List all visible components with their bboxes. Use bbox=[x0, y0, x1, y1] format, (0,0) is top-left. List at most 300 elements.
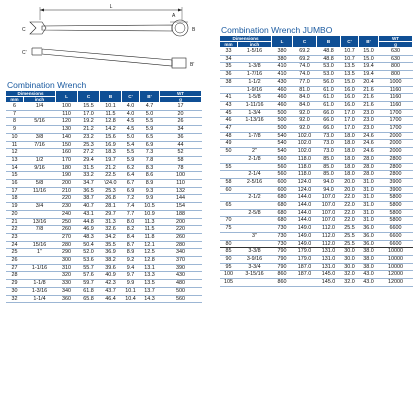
table-cell: 107.0 bbox=[317, 217, 341, 225]
table-cell: 16.0 bbox=[341, 101, 359, 109]
table-cell: 31.3 bbox=[100, 218, 122, 226]
table-cell: 25.5 bbox=[341, 225, 359, 233]
table-cell: 22.0 bbox=[341, 202, 359, 210]
table-cell: 35.5 bbox=[100, 241, 122, 249]
table-row bbox=[220, 86, 413, 94]
table-cell: 14.2 bbox=[100, 126, 122, 134]
table-cell: 73.0 bbox=[317, 148, 341, 156]
table-cell: 36 bbox=[220, 71, 238, 79]
table-cell bbox=[24, 272, 56, 280]
table-cell: 30 bbox=[6, 287, 24, 295]
table-row bbox=[220, 271, 413, 279]
table-cell bbox=[220, 171, 238, 179]
label-B: B bbox=[192, 27, 196, 33]
table-cell: 410 bbox=[272, 63, 293, 71]
table-cell: 860 bbox=[272, 279, 293, 287]
label-C: C bbox=[22, 27, 26, 33]
table-cell: 25.5 bbox=[341, 240, 359, 248]
table-row bbox=[220, 178, 413, 186]
table-cell: 8.7 bbox=[122, 241, 140, 249]
table-cell: 7.8 bbox=[140, 156, 160, 164]
table-cell: 9 bbox=[6, 126, 24, 134]
table-cell: 32 bbox=[6, 295, 24, 303]
table-cell: 18.0 bbox=[341, 171, 359, 179]
table-cell: 43.0 bbox=[359, 271, 379, 279]
table-row bbox=[220, 140, 413, 148]
table-cell: 50.4 bbox=[78, 241, 100, 249]
table-cell: 81.0 bbox=[293, 86, 317, 94]
table-row bbox=[6, 126, 202, 134]
table-cell: 480 bbox=[160, 280, 202, 288]
table-cell: 49 bbox=[220, 140, 238, 148]
table-cell: 118.0 bbox=[293, 163, 317, 171]
table-cell bbox=[220, 209, 238, 217]
header-B-prime: B' bbox=[140, 91, 160, 103]
table-cell: 1700 bbox=[379, 125, 413, 133]
table-cell bbox=[238, 279, 272, 287]
table-cell: 118.0 bbox=[293, 155, 317, 163]
table-cell: 680 bbox=[272, 217, 293, 225]
header-dimensions: Dimensions bbox=[220, 36, 272, 42]
table-cell: 84.0 bbox=[293, 101, 317, 109]
table-cell: 23.0 bbox=[359, 117, 379, 125]
table-cell: 13 bbox=[6, 156, 24, 164]
table-cell: 24.6 bbox=[359, 148, 379, 156]
table-cell: 58 bbox=[160, 156, 202, 164]
table-row bbox=[220, 71, 413, 79]
table-cell: 14 bbox=[6, 164, 24, 172]
table-cell: 680 bbox=[272, 194, 293, 202]
table-cell: 360 bbox=[56, 295, 78, 303]
table-cell: 28.0 bbox=[359, 155, 379, 163]
table-cell: 12.1 bbox=[140, 241, 160, 249]
table-cell: 144 bbox=[160, 195, 202, 203]
table-row bbox=[6, 210, 202, 218]
table-cell: 9.3 bbox=[140, 187, 160, 195]
table-cell: 36.0 bbox=[359, 232, 379, 240]
table-cell: 77.0 bbox=[293, 78, 317, 86]
table-cell: 31.5 bbox=[78, 164, 100, 172]
table-cell: 12000 bbox=[379, 279, 413, 287]
table-cell: 8.9 bbox=[122, 249, 140, 257]
table-row bbox=[220, 279, 413, 287]
table-cell: 8.3 bbox=[140, 164, 160, 172]
table-cell: 43.1 bbox=[78, 210, 100, 218]
table-cell: 5.5 bbox=[122, 149, 140, 157]
table-cell: 44 bbox=[160, 141, 202, 149]
table-cell: 130 bbox=[56, 126, 78, 134]
table-cell: 85.0 bbox=[317, 163, 341, 171]
table-cell: 860 bbox=[272, 271, 293, 279]
table-cell bbox=[238, 140, 272, 148]
table-cell: 105 bbox=[220, 279, 238, 287]
table-cell: 112.0 bbox=[317, 240, 341, 248]
table-cell: 94.0 bbox=[317, 178, 341, 186]
combination-wrench-table bbox=[5, 90, 202, 303]
table-row bbox=[6, 118, 202, 126]
table-row bbox=[6, 257, 202, 265]
label-A: A bbox=[172, 13, 176, 19]
table-cell: 16.9 bbox=[100, 141, 122, 149]
table-cell: 11.8 bbox=[140, 233, 160, 241]
table-cell: 85.0 bbox=[317, 171, 341, 179]
table-cell: 2-5/16 bbox=[238, 178, 272, 186]
table-cell: 5800 bbox=[379, 209, 413, 217]
table-row bbox=[6, 187, 202, 195]
table-cell: 60 bbox=[220, 186, 238, 194]
table-cell: 100 bbox=[56, 103, 78, 111]
table-cell: 25 bbox=[6, 249, 24, 257]
table-cell: 8.4 bbox=[122, 233, 140, 241]
table-cell: 1-1/16 bbox=[24, 264, 56, 272]
table-cell: 131.0 bbox=[317, 255, 341, 263]
table-cell: 15 bbox=[6, 172, 24, 180]
table-row bbox=[6, 103, 202, 111]
table-cell: 680 bbox=[272, 202, 293, 210]
table-cell: 2000 bbox=[379, 132, 413, 140]
table-cell: 132 bbox=[160, 187, 202, 195]
table-cell: 16.0 bbox=[341, 94, 359, 102]
table-row bbox=[6, 172, 202, 180]
table-cell: 1-1/4 bbox=[24, 295, 56, 303]
header-B: B bbox=[100, 91, 122, 103]
table-cell: 31.0 bbox=[359, 186, 379, 194]
table-cell: 179.0 bbox=[293, 255, 317, 263]
table-cell: 107.0 bbox=[317, 194, 341, 202]
table-cell: 149.0 bbox=[293, 240, 317, 248]
table-cell: 460 bbox=[272, 101, 293, 109]
table-cell: 11.5 bbox=[140, 226, 160, 234]
table-cell: 11.5 bbox=[100, 110, 122, 118]
table-cell bbox=[238, 125, 272, 133]
table-cell: 800 bbox=[379, 71, 413, 79]
table-cell: 8 bbox=[6, 118, 24, 126]
table-cell: 5.9 bbox=[140, 126, 160, 134]
table-cell: 13.5 bbox=[341, 71, 359, 79]
header-C: C bbox=[293, 36, 317, 48]
table-row bbox=[6, 287, 202, 295]
table-cell: 92.0 bbox=[293, 125, 317, 133]
table-row bbox=[220, 255, 413, 263]
table-cell: 4.7 bbox=[140, 103, 160, 111]
table-cell: 1160 bbox=[379, 101, 413, 109]
table-cell: 31.0 bbox=[359, 202, 379, 210]
table-cell: 23.0 bbox=[359, 125, 379, 133]
table-cell: 44.8 bbox=[78, 218, 100, 226]
header-WT: WT bbox=[160, 91, 202, 97]
table-cell: 500 bbox=[160, 287, 202, 295]
table-cell: 20 bbox=[160, 110, 202, 118]
table-cell: 1700 bbox=[379, 109, 413, 117]
table-cell: 7.7 bbox=[122, 210, 140, 218]
table-cell: 6600 bbox=[379, 232, 413, 240]
table-cell: 500 bbox=[272, 125, 293, 133]
table-row bbox=[220, 148, 413, 156]
table-row bbox=[6, 110, 202, 118]
table-cell: 34.7 bbox=[78, 180, 100, 188]
table-cell: 1-3/8 bbox=[238, 63, 272, 71]
table-row bbox=[6, 203, 202, 211]
table-cell: 40.7 bbox=[78, 203, 100, 211]
table-cell: 340 bbox=[56, 287, 78, 295]
table-cell: 7/8 bbox=[24, 226, 56, 234]
table-cell: 144.0 bbox=[293, 217, 317, 225]
table-cell: 90 bbox=[220, 255, 238, 263]
table-row bbox=[220, 171, 413, 179]
table-cell: 34 bbox=[220, 55, 238, 63]
table-cell: 39.6 bbox=[100, 264, 122, 272]
table-cell: 630 bbox=[379, 55, 413, 63]
table-cell: 410 bbox=[272, 71, 293, 79]
table-row bbox=[6, 133, 202, 141]
table-cell: 2800 bbox=[379, 155, 413, 163]
table-cell: 8.9 bbox=[140, 180, 160, 188]
table-cell: 145.0 bbox=[317, 271, 341, 279]
table-cell: 6600 bbox=[379, 240, 413, 248]
table-cell: 430 bbox=[272, 78, 293, 86]
table-cell bbox=[220, 86, 238, 94]
table-row bbox=[6, 156, 202, 164]
table-cell: 15.0 bbox=[359, 55, 379, 63]
table-cell: 35 bbox=[220, 63, 238, 71]
table-cell: 27 bbox=[6, 264, 24, 272]
table-cell: 18 bbox=[6, 195, 24, 203]
table-cell: 20.0 bbox=[341, 186, 359, 194]
table-cell: 11/16 bbox=[24, 187, 56, 195]
table-row bbox=[220, 194, 413, 202]
table-cell: 6.9 bbox=[122, 187, 140, 195]
table-cell: 29 bbox=[6, 280, 24, 288]
table-cell: 300 bbox=[56, 257, 78, 265]
table-cell: 20.0 bbox=[341, 178, 359, 186]
table-row bbox=[6, 280, 202, 288]
table-cell: 1-9/16 bbox=[238, 86, 272, 94]
table-cell: 107.0 bbox=[317, 202, 341, 210]
table-cell: 188 bbox=[160, 210, 202, 218]
table-cell: 370 bbox=[160, 257, 202, 265]
table-cell: 330 bbox=[56, 280, 78, 288]
table-cell: 9.4 bbox=[122, 264, 140, 272]
table-cell bbox=[293, 279, 317, 287]
table-row bbox=[6, 180, 202, 188]
table-cell bbox=[238, 163, 272, 171]
table-row bbox=[6, 149, 202, 157]
table-cell: 13.7 bbox=[140, 287, 160, 295]
header-mm: mm bbox=[220, 42, 238, 48]
table-cell: 15.5 bbox=[78, 103, 100, 111]
table-cell: 2800 bbox=[379, 171, 413, 179]
table-cell: 53.0 bbox=[317, 63, 341, 71]
table-cell: 13.1 bbox=[140, 264, 160, 272]
table-cell: 38.7 bbox=[78, 195, 100, 203]
table-cell: 100 bbox=[160, 172, 202, 180]
table-row bbox=[6, 164, 202, 172]
table-cell: 19.4 bbox=[359, 63, 379, 71]
table-cell bbox=[24, 110, 56, 118]
table-cell: 110 bbox=[56, 110, 78, 118]
header-B: B bbox=[317, 36, 341, 48]
table-cell: 1-7/8 bbox=[238, 132, 272, 140]
table-row bbox=[220, 63, 413, 71]
table-row bbox=[220, 117, 413, 125]
table-cell: 460 bbox=[272, 94, 293, 102]
table-cell: 52 bbox=[160, 149, 202, 157]
header-inch: inch bbox=[238, 42, 272, 48]
table-cell: 107.0 bbox=[317, 209, 341, 217]
table-cell: 7 bbox=[6, 110, 24, 118]
table-cell: 17 bbox=[160, 103, 202, 111]
table-cell: 36.0 bbox=[359, 240, 379, 248]
table-cell: 46 bbox=[220, 117, 238, 125]
table-cell: 390 bbox=[160, 264, 202, 272]
table-row bbox=[220, 94, 413, 102]
table-cell: 12000 bbox=[379, 271, 413, 279]
table-cell: 112.0 bbox=[317, 232, 341, 240]
table-cell: 7.3 bbox=[140, 149, 160, 157]
table-cell: 170 bbox=[56, 156, 78, 164]
table-cell: 200 bbox=[160, 218, 202, 226]
table-cell: 149.0 bbox=[293, 225, 317, 233]
table-cell: 10.4 bbox=[122, 295, 140, 303]
table-cell: 20 bbox=[6, 210, 24, 218]
table-cell bbox=[24, 149, 56, 157]
table-cell: 560 bbox=[160, 295, 202, 303]
table-cell: 460 bbox=[272, 86, 293, 94]
table-cell: 46.4 bbox=[100, 295, 122, 303]
table-row bbox=[220, 78, 413, 86]
table-cell: 1-1/8 bbox=[24, 280, 56, 288]
table-cell bbox=[238, 55, 272, 63]
table-cell: 8.0 bbox=[122, 218, 140, 226]
table-cell: 5800 bbox=[379, 202, 413, 210]
table-cell: 220 bbox=[160, 226, 202, 234]
table-row bbox=[6, 264, 202, 272]
right-table-title: Combination Wrench JUMBO bbox=[221, 25, 333, 35]
header-C: C bbox=[78, 91, 100, 103]
table-cell: 17.0 bbox=[341, 117, 359, 125]
table-cell: 32.0 bbox=[341, 279, 359, 287]
table-cell: 94.0 bbox=[317, 186, 341, 194]
table-row bbox=[6, 241, 202, 249]
table-cell: 730 bbox=[272, 225, 293, 233]
table-cell: 36.0 bbox=[359, 225, 379, 233]
table-cell: 187.0 bbox=[293, 271, 317, 279]
table-cell: 2000 bbox=[379, 148, 413, 156]
table-cell: 33 bbox=[220, 48, 238, 56]
table-cell: 9.9 bbox=[140, 195, 160, 203]
table-cell: 270 bbox=[56, 233, 78, 241]
table-cell: 3-9/16 bbox=[238, 255, 272, 263]
table-cell: 220 bbox=[56, 195, 78, 203]
table-cell: 730 bbox=[272, 232, 293, 240]
table-cell: 18.0 bbox=[341, 163, 359, 171]
table-cell: 18.0 bbox=[341, 148, 359, 156]
table-cell: 53.6 bbox=[78, 257, 100, 265]
table-cell: 19 bbox=[6, 203, 24, 211]
table-cell: 10.1 bbox=[122, 287, 140, 295]
table-cell: 18.0 bbox=[341, 132, 359, 140]
table-cell: 3/4 bbox=[24, 203, 56, 211]
table-row bbox=[220, 186, 413, 194]
table-cell: 48.3 bbox=[78, 233, 100, 241]
table-cell: 120 bbox=[56, 118, 78, 126]
table-cell: 160 bbox=[56, 149, 78, 157]
table-cell: 65 bbox=[220, 202, 238, 210]
table-cell: 15/16 bbox=[24, 241, 56, 249]
table-cell: 560 bbox=[272, 155, 293, 163]
table-cell: 2-5/8 bbox=[238, 209, 272, 217]
table-cell: 1/4 bbox=[24, 103, 56, 111]
table-cell: 48 bbox=[220, 132, 238, 140]
table-row bbox=[6, 218, 202, 226]
table-cell: 46.9 bbox=[78, 226, 100, 234]
table-cell: 38.2 bbox=[100, 257, 122, 265]
table-cell: 7/16 bbox=[24, 141, 56, 149]
table-cell: 56.0 bbox=[317, 78, 341, 86]
table-cell: 55.7 bbox=[78, 264, 100, 272]
table-cell: 600 bbox=[272, 178, 293, 186]
table-cell: 61.0 bbox=[317, 86, 341, 94]
table-cell: 74.0 bbox=[293, 71, 317, 79]
table-cell bbox=[238, 240, 272, 248]
table-cell: 36.9 bbox=[100, 249, 122, 257]
table-cell: 600 bbox=[272, 186, 293, 194]
table-cell: 8.2 bbox=[122, 226, 140, 234]
table-cell: 73.0 bbox=[317, 140, 341, 148]
table-cell bbox=[220, 194, 238, 202]
table-cell: 21 bbox=[6, 218, 24, 226]
table-cell: 27.2 bbox=[78, 149, 100, 157]
header-B-prime: B' bbox=[359, 36, 379, 48]
table-cell: 42.3 bbox=[100, 280, 122, 288]
table-cell: 680 bbox=[272, 209, 293, 217]
table-cell: 11.3 bbox=[140, 218, 160, 226]
header-WT: WT bbox=[379, 36, 413, 42]
table-cell: 32.0 bbox=[341, 271, 359, 279]
table-cell: 43.7 bbox=[100, 287, 122, 295]
table-cell: 47 bbox=[220, 125, 238, 133]
table-cell: 10.9 bbox=[140, 210, 160, 218]
table-cell: 61.8 bbox=[78, 287, 100, 295]
table-cell: 2000 bbox=[379, 140, 413, 148]
table-cell: 187.0 bbox=[293, 263, 317, 271]
table-cell: 154 bbox=[160, 203, 202, 211]
table-cell: 74.0 bbox=[293, 63, 317, 71]
wrench-side-view bbox=[32, 48, 186, 68]
table-cell: 92.0 bbox=[293, 117, 317, 125]
table-cell: 85.0 bbox=[317, 155, 341, 163]
table-cell: 4.5 bbox=[122, 126, 140, 134]
table-cell: 3900 bbox=[379, 186, 413, 194]
table-cell: 70 bbox=[220, 217, 238, 225]
table-cell: 2800 bbox=[379, 163, 413, 171]
table-cell: 17 bbox=[6, 187, 24, 195]
table-cell: 1-11/16 bbox=[238, 101, 272, 109]
table-row bbox=[6, 233, 202, 241]
table-row bbox=[220, 217, 413, 225]
table-cell: 31.0 bbox=[359, 209, 379, 217]
table-cell: 32.6 bbox=[100, 226, 122, 234]
table-cell: 24.6 bbox=[359, 132, 379, 140]
table-cell: 48.8 bbox=[317, 55, 341, 63]
table-cell: 10.5 bbox=[140, 203, 160, 211]
table-cell: 131.0 bbox=[317, 263, 341, 271]
table-cell: 540 bbox=[272, 132, 293, 140]
table-cell: 12.8 bbox=[140, 257, 160, 265]
table-cell: 2" bbox=[238, 148, 272, 156]
table-cell: 10.1 bbox=[100, 103, 122, 111]
table-cell: 23.2 bbox=[78, 133, 100, 141]
